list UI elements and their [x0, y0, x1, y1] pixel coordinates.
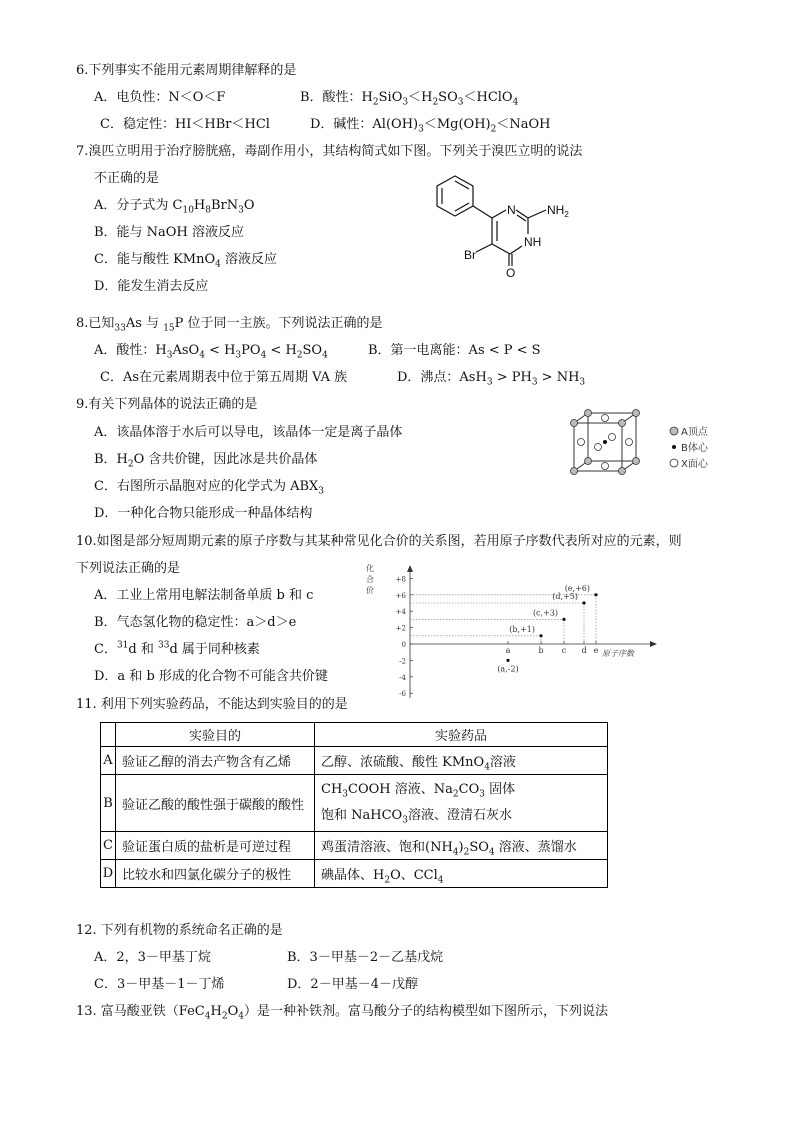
y-axis-label: 价 — [366, 586, 374, 595]
y-tick-label: -2 — [399, 657, 406, 666]
legend-b: B体心 — [681, 443, 708, 454]
q6-option-d: D．碱性：$Al(OH)_3<Mg(OH)_2<NaOH$ — [310, 117, 551, 135]
data-point — [582, 601, 585, 604]
q7-option-b: B．能与 NaOH 溶液反应 — [94, 225, 244, 240]
q12-stem: 12. 下列有机物的系统命名正确的是 — [76, 923, 283, 938]
q9-option-b: B．$H_2O$ 含共价键，因此冰是共价晶体 — [94, 452, 318, 470]
x-axis-label: 原子序数 — [602, 649, 634, 658]
y-tick-label: -6 — [399, 690, 406, 699]
data-point — [562, 618, 565, 621]
q10-stem-cont: 下列说法正确的是 — [76, 561, 181, 576]
q9-stem: 9.有关下列晶体的说法正确的是 — [76, 397, 258, 412]
data-point — [539, 634, 542, 637]
q7-stem-cont: 不正确的是 — [94, 171, 160, 186]
header-aim: 实验目的 — [116, 723, 315, 747]
x-tick-label: d — [581, 646, 587, 655]
row-aim: 验证乙醇的消去产物含有乙烯 — [116, 747, 315, 775]
data-label: (c,+3) — [532, 608, 558, 618]
q10-option-c: C．$^{31}$d 和 $^{33}$d 属于同种核素 — [94, 640, 260, 657]
nh-label: NH — [524, 235, 542, 249]
q12-option-d: D．2－甲基－4－戊醇 — [287, 977, 418, 992]
q8-option-b: B．第一电离能：As < P < S — [368, 343, 541, 358]
data-label: (e,+6) — [564, 583, 590, 593]
y-axis-arrow — [407, 565, 413, 572]
x-tick-label: c — [561, 646, 567, 655]
q6-stem: 6.下列事实不能用元素周期律解释的是 — [76, 63, 297, 78]
nh2-label: $NH_2$ — [547, 203, 569, 219]
q6-option-c: C．稳定性：HI＜HBr＜HCl — [100, 117, 270, 132]
q10-option-a: A．工业上常用电解法制备单质 b 和 c — [94, 588, 314, 603]
q10-option-d: D．a 和 b 形成的化合物不可能含共价键 — [94, 669, 328, 684]
legend-x: X面心 — [681, 459, 708, 470]
row-letter: B — [101, 775, 116, 832]
row-drugs: $CH_3COOH$ 溶液、$Na_2CO_3$ 固体 饱和 NaHCO$_3$溶液、澄清石灰水 — [315, 775, 608, 832]
data-point — [594, 593, 597, 596]
q12-option-c: C．3－甲基－1－丁烯 — [94, 977, 225, 992]
q12-option-a: A．2，3－甲基丁烷 — [94, 950, 211, 965]
q11-stem: 11. 利用下列实验药品，不能达到实验目的的是 — [76, 697, 348, 712]
y-axis-label: 合 — [366, 575, 374, 584]
q7-option-d: D．能发生消去反应 — [94, 279, 209, 294]
data-label: (b,+1) — [509, 624, 535, 634]
legend-a: A顶点 — [681, 427, 708, 438]
row-aim: 验证乙酸的酸性强于碳酸的酸性 — [116, 775, 315, 832]
table-row — [101, 775, 608, 832]
header-drugs: 实验药品 — [315, 723, 608, 747]
crystal-unit-cell — [566, 409, 746, 481]
q8-option-c: C．As在元素周期表中位于第五周期 VA 族 — [100, 370, 348, 385]
y-tick-label: +4 — [395, 608, 406, 617]
q7-option-a: A．分子式为 $C_{10}H_8BrN_3O$ — [94, 198, 255, 216]
data-label: (a,-2) — [497, 664, 519, 674]
q6-option-a: A．电负性：N＜O＜F — [94, 90, 226, 105]
q7-option-c: C．能与酸性 KMnO$_4$ 溶液反应 — [94, 252, 278, 270]
q8-stem: 8.已知$_{33}$As 与 $_{15}$P 位于同一主族。下列说法正确的是 — [76, 316, 383, 334]
table-row — [101, 747, 608, 775]
row-drugs: 乙醇、浓硫酸、酸性 KMnO$_4$溶液 — [315, 747, 608, 775]
q12-option-b: B．3－甲基－2－乙基戊烷 — [287, 950, 444, 965]
data-point — [506, 659, 509, 662]
x-tick-label: b — [538, 646, 544, 655]
o-label: O — [506, 266, 516, 280]
row-letter: D — [101, 860, 116, 888]
br-label: Br — [464, 248, 476, 262]
q9-option-a: A．该晶体溶于水后可以导电，该晶体一定是离子晶体 — [94, 425, 403, 440]
x-tick-label: a — [505, 646, 511, 655]
data-label: (d,+5) — [552, 592, 578, 601]
header-blank — [101, 723, 116, 747]
table-row — [101, 860, 608, 888]
q10-option-b: B．气态氢化物的稳定性：a＞d＞e — [94, 615, 297, 630]
y-tick-label: +6 — [395, 591, 406, 600]
n-atom-label: N — [507, 203, 516, 217]
experiment-table — [100, 722, 608, 888]
x-axis-arrow — [650, 641, 657, 647]
y-tick-label: +8 — [395, 575, 406, 584]
q13-stem: 13. 富马酸亚铁$(FeC_4H_2O_4)$是一种补铁剂。富马酸分子的结构模型如下图所示，下列说法 — [76, 1004, 608, 1022]
row-letter: A — [101, 747, 116, 775]
row-aim: 验证蛋白质的盐析是可逆过程 — [116, 832, 315, 860]
q8-option-a: A．酸性：$H_3AsO_4 < H_3PO_4 < H_2SO_4$ — [94, 343, 328, 361]
row-drugs: 碘晶体、$H_2O$、CCl$_4$ — [315, 860, 608, 888]
y-tick-label: -4 — [399, 673, 406, 682]
y-axis-label: 化 — [366, 564, 374, 573]
q7-stem: 7.溴匹立明用于治疗膀胱癌，毒副作用小，其结构简式如下图。下列关于溴匹立明的说法 — [76, 144, 583, 159]
y-tick-label: 0 — [401, 641, 406, 649]
valence-atomic-number-chart — [358, 560, 670, 702]
table-row — [101, 832, 608, 860]
row-aim: 比较水和四氯化碳分子的极性 — [116, 860, 315, 888]
q8-option-d: D．沸点：$AsH_3 > PH_3 > NH_3$ — [397, 370, 586, 388]
q9-option-c: C．右图所示晶胞对应的化学式为 $ABX_3$ — [94, 479, 325, 497]
y-tick-label: +2 — [395, 624, 406, 633]
row-drugs: 鸡蛋清溶液、饱和$(NH_4)_2SO_4$ 溶液、蒸馏水 — [315, 832, 608, 860]
q6-option-b: B．酸性：$H_2SiO_3<H_2SO_3<HClO_4$ — [300, 90, 519, 108]
bropirimine-structure — [430, 170, 580, 285]
table-header-row — [101, 723, 608, 747]
x-tick-label: e — [593, 646, 599, 655]
q9-option-d: D．一种化合物只能形成一种晶体结构 — [94, 506, 313, 521]
q10-stem: 10.如图是部分短周期元素的原子序数与其某种常见化合价的关系图，若用原子序数代表所对应的元素，则 — [76, 534, 682, 549]
row-letter: C — [101, 832, 116, 860]
